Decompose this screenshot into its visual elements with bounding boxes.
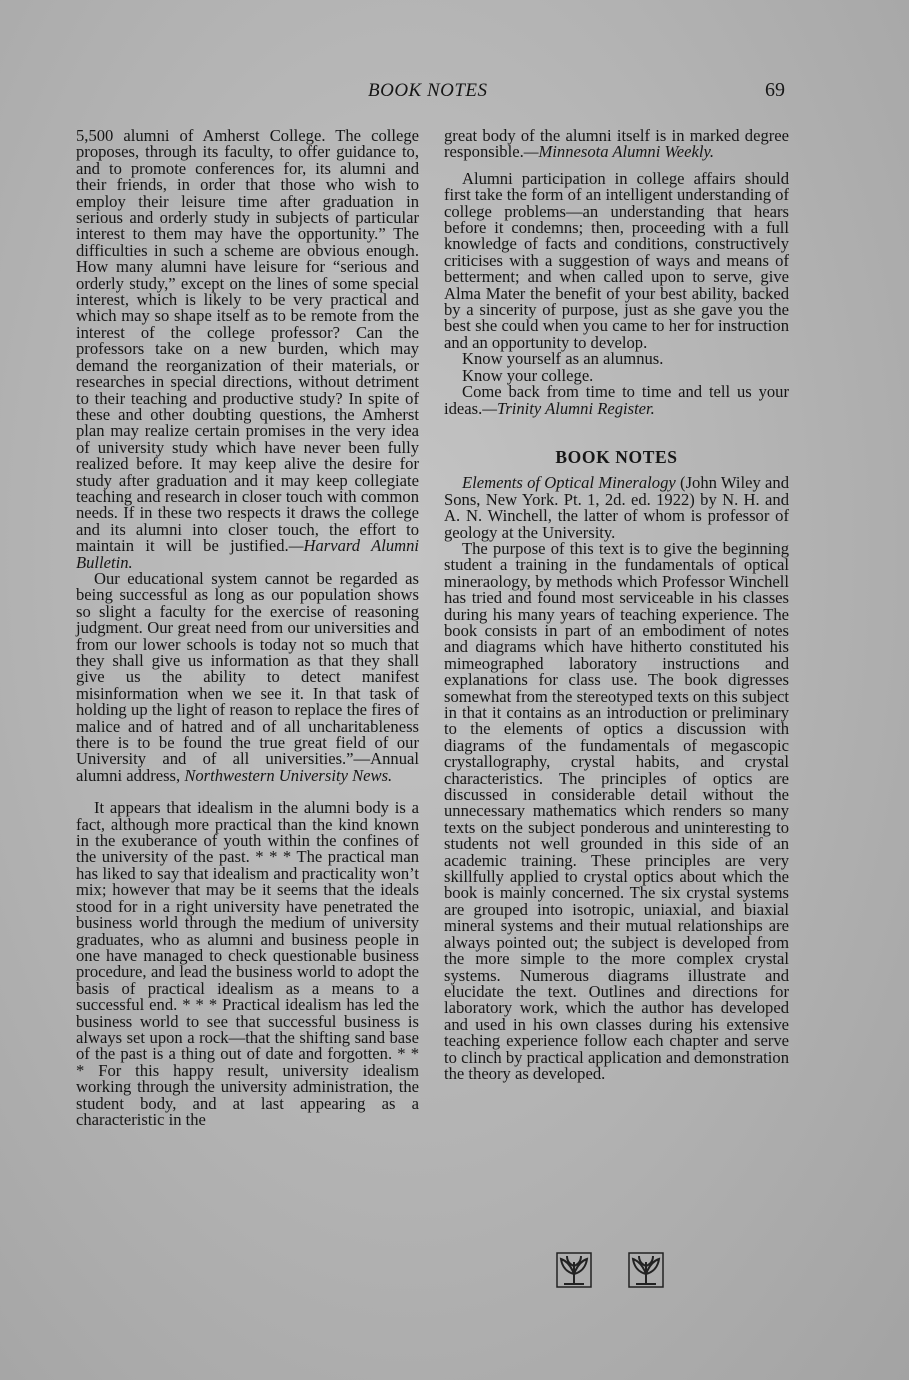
paragraph: It appears that idealism in the alumni body is a fact, although more practical than the kind known in the exuberance of youth within the confines of the university of the past. * * * The practical man has liked to say that idealism and practicality won’t mix; however that may be it seems that the ideals stood for in a right university have penetrated the business world through the medium of university graduates, who as alumni and business people in one have managed to check questionable business procedure, and lead the business world to adopt the basis of practical idealism as a means to a successful end. * * * Practical idealism has led the business world to see that successful business is always set upon a rock—that the shifting sand base of the past is a thing out of date and forgotten. * * * For this happy result, university idealism working through the university administration, the student body, and at last appearing as a characteristic in the [76,798,419,1129]
paragraph: Come back from time to time and tell us your ideas.—Trinity Alumni Register. [444,382,789,418]
right-column [444,128,789,1082]
leaf-ornament-icon [628,1252,664,1288]
book-review: The purpose of this text is to give the beginning student a training in the fundamentals of optical mineraology, by methods which Professor Winchell has tried and found most serviceable in his classes during his many years of teaching experience. The book consists in part of an embodiment of notes and diagrams which have hitherto constituted his mimeographed laboratory instructions and explanations for class use. The book digresses somewhat from the stereotyped texts on this subject in that it contains as an introduction or preliminary to the elements of optics a discussion with diagrams of the fundamentals of megascopic crystallography, crystal habits, and crystal characteristics. The principles of optics are discussed in considerable detail without the unnecessary mathematics which renders so many texts on the subject ponderous and uninteresting to students not well grounded in this side of an academic training. These principles are very skillfully applied to crystal optics about which the book is mainly concerned. The six crystal systems are grouped into isotropic, uniaxial, and biaxial mineral systems and their mutual relationships are always pointed out; the subject is developed from the more simple to the more complex crystal systems. Numerous diagrams illustrate and elucidate the text. Outlines and directions for laboratory work, which the author has developed and used in his own classes during his extensive teaching experience follow each chapter and serve to clinch by practical application and demonstration the theory as developed. [444,538,789,1083]
leaf-ornament-icon [556,1252,592,1288]
attribution: —Minnesota Alumni Weekly. [523,142,715,162]
paragraph: Alumni participation in college affairs should first take the form of an intelligent understanding of college problems—an understanding that hears before it condemns; then, proceeding with a full knowledge of facts and conditions, constructively criticises with a suggestion of ways and means of betterment; and when called upon to serve, give Alma Mater the benefit of your best ability, backed by a sincerity of purpose, just as she gave you the best she could when you came to her for instruction and an opportunity to develop. [444,168,789,352]
left-column [76,128,419,1128]
page-number: 69 [765,79,785,101]
page-header [0,80,909,106]
book-title: Elements of Optical Mineralogy [462,473,676,493]
paragraph: Our educational system cannot be regarded as being successful as long as our population shows so slight a faculty for the exercise of reasoning judgment. Our great need from our universities and from our lower schools is today not so much that they shall give us information as that they shall give us the ability to detect manifest misinformation when we see it. In that task of holding up the light of reason to replace the fires of malice and of hatred and of all uncharitableness there is to be found the true great field of our University and of all universities.”—Annual alumni address, Northwestern University News. [76,568,419,785]
attribution: Northwestern University News. [184,765,393,785]
book-citation: Elements of Optical Mineralogy (John Wiley and Sons, New York. Pt. 1, 2d. ed. 1922) by N. H. and A. N. Winchell, the latter of whom is professor of geology at the University. [444,473,790,542]
paragraph: Know yourself as an alumnus. [462,349,664,369]
ornaments [556,1252,676,1292]
paragraph: Know your college. [462,365,594,385]
paragraph: great body of the alumni itself is in marked degree responsible.—Minnesota Alumni Weekly. [444,126,789,162]
section-heading: BOOK NOTES [555,446,678,467]
attribution: —Harvard Alumni Bulletin. [76,536,420,572]
attribution: —Trinity Alumni Register. [482,398,655,418]
running-head: BOOK NOTES [368,80,488,101]
paragraph: 5,500 alumni of Amherst College. The college proposes, through its faculty, to offer guidance to, and to promote conferences for, its alumni and their friends, in order that those who wish to employ their leisure time after graduation in serious and orderly study in subjects of particular interest to them may have the opportunity.” The difficulties in such a scheme are obvious enough. How many alumni have leisure for “serious and orderly study,” except on the lines of some special interest, which is likely to be very practical and which may so shape itself as to be remote from the interest of the college professor? Can the professors take on a new burden, which may demand the reorganization of their materials, or researches in special directions, without detriment to their teaching and productive study? In spite of these and other doubting questions, the Amherst plan may realize certain promises in the very idea of university study which have never been fully realized before. It may keep alive the desire for study after graduation and it may keep collegiate teaching and research in closer touch with common needs. If in these two respects it draws the college and its alumni into closer touch, the effort to maintain it will be justified.—Harvard Alumni Bulletin. [76,126,420,572]
